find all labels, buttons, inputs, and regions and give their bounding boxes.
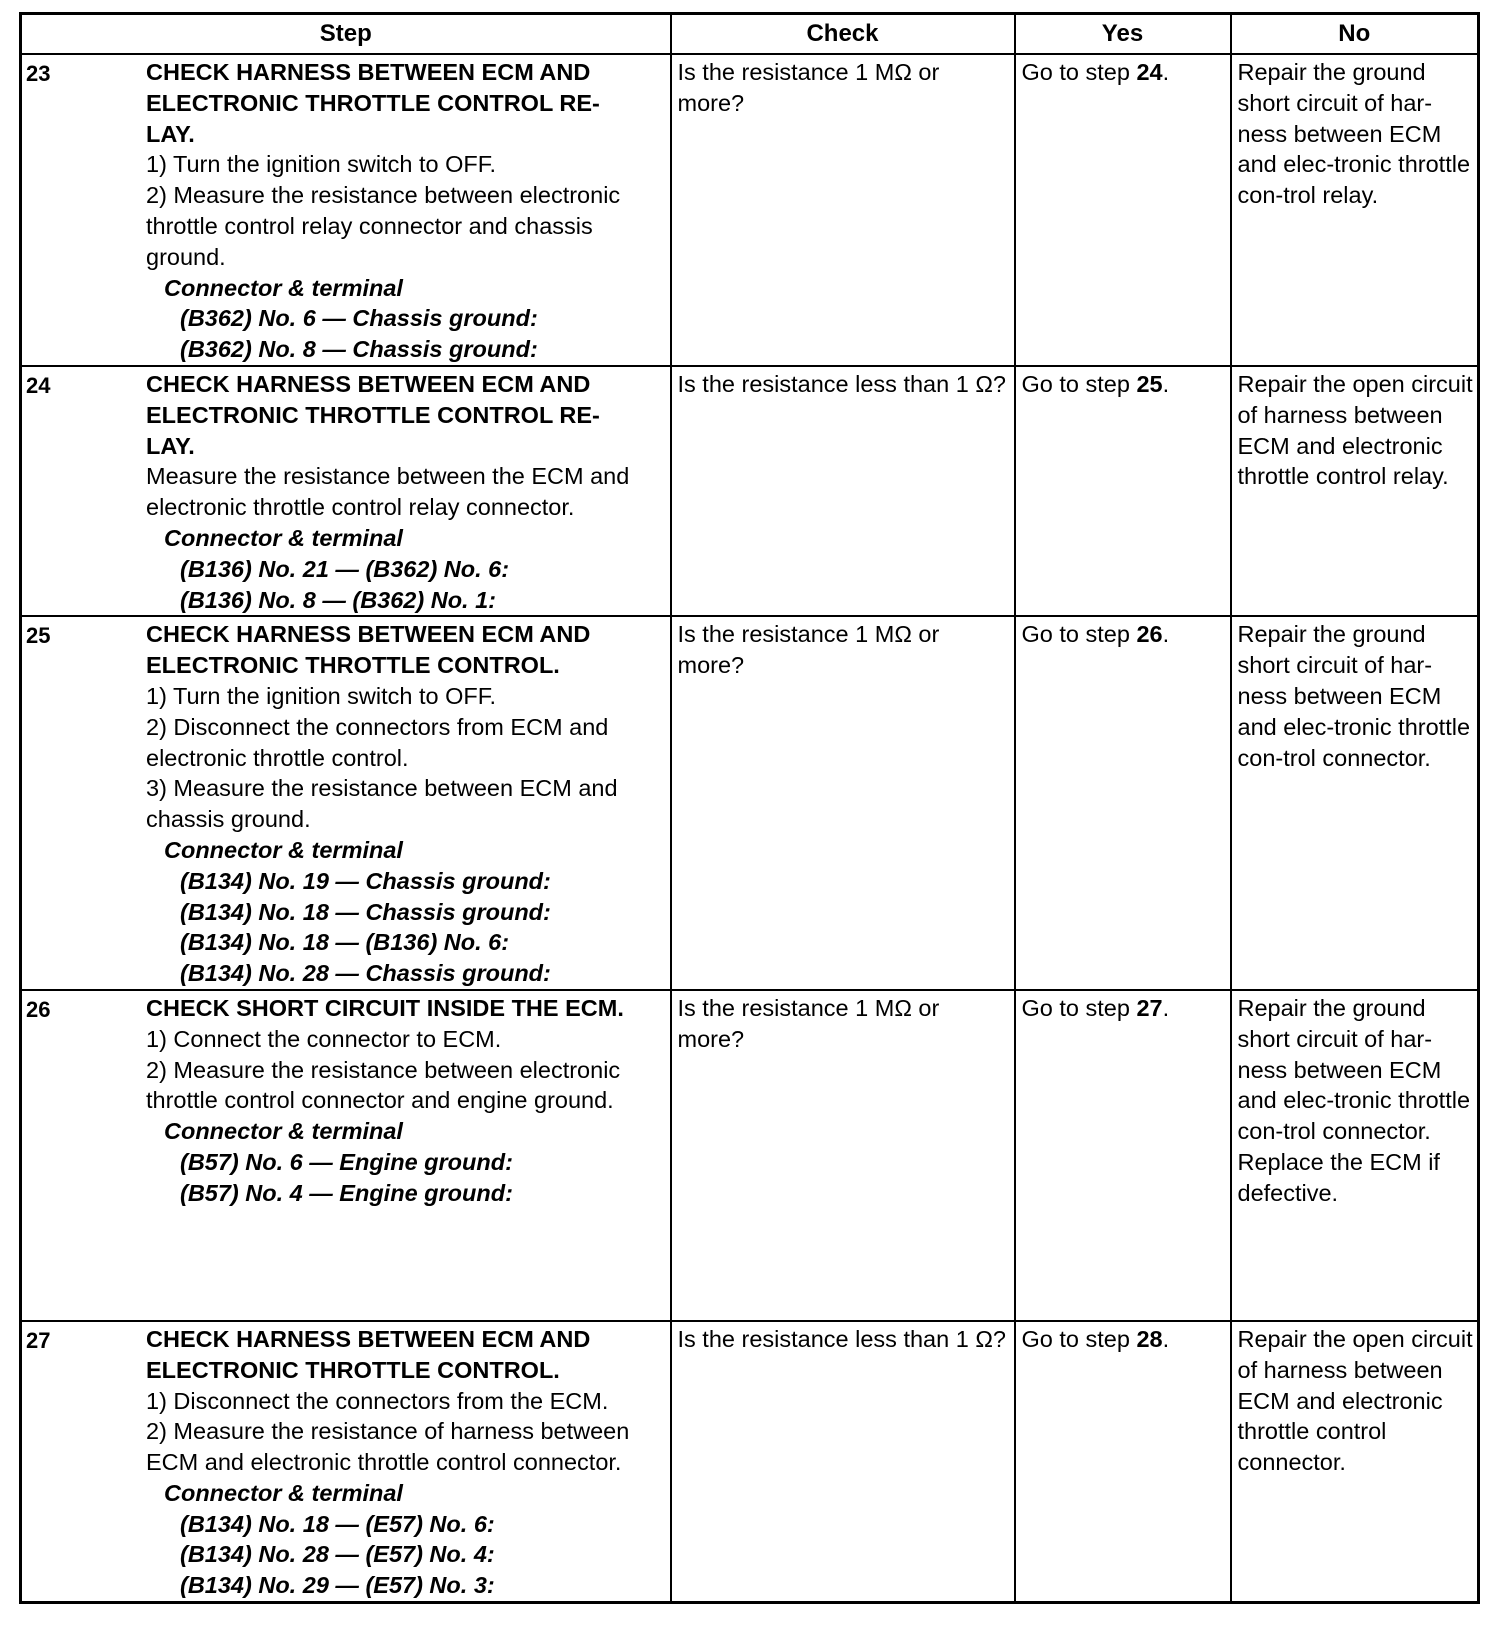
instruction-line: 3) Measure the resistance between ECM and [146,775,618,802]
instruction-line: electronic throttle control. [146,744,409,771]
table-row-step-25 [21,616,1479,990]
check-cell [671,366,1015,616]
connector-line: (B134) No. 19 — Chassis ground: [180,867,551,894]
yes-suffix: . [1162,59,1170,85]
step-body [146,55,670,365]
connector-line: (B362) No. 8 — Chassis ground: [180,336,538,363]
yes-cell [1015,54,1231,366]
step-title-line: CHECK HARNESS BETWEEN ECM AND [146,621,591,648]
header-step: Step [21,14,671,55]
yes-step-number: 27 [1136,994,1163,1021]
no-cell [1231,1321,1479,1603]
connector-line: (B134) No. 18 — (E57) No. 6: [180,1510,495,1537]
yes-prefix: Go to step [1021,370,1137,397]
instruction-line: chassis ground. [146,806,311,833]
instruction-line: 1) Turn the ignition switch to OFF. [146,151,497,178]
yes-suffix: . [1162,370,1170,397]
yes-text [1016,617,1230,650]
yes-text [1016,1322,1230,1355]
instruction-line: throttle control connector and engine ground. [146,1087,614,1114]
no-cell [1231,54,1479,366]
connector-heading: Connector & terminal [164,1118,403,1145]
step-title-line: CHECK HARNESS BETWEEN ECM AND [146,370,591,397]
step-title-line: ELECTRONIC THROTTLE CONTROL RE- [146,89,600,116]
step-title-line: CHECK HARNESS BETWEEN ECM AND [146,59,591,85]
check-text: Is the resistance 1 MΩ or more? [677,621,940,679]
step-number: 24 [26,372,51,398]
step-number: 26 [26,996,51,1022]
instruction-line: 2) Measure the resistance between electronic [146,1056,621,1083]
step-number: 25 [26,623,51,649]
table-row-step-26 [21,990,1479,1321]
connector-line: (B134) No. 28 — Chassis ground: [180,960,551,987]
no-cell [1231,616,1479,990]
check-cell [671,54,1015,366]
yes-step-number: 26 [1136,621,1163,648]
yes-suffix: . [1162,994,1170,1021]
step-cell [21,366,671,616]
step-cell [21,616,671,990]
step-title-line: ELECTRONIC THROTTLE CONTROL. [146,652,560,679]
yes-prefix: Go to step [1021,1325,1137,1352]
no-cell [1231,990,1479,1321]
step-body [146,991,670,1209]
instruction-line: electronic throttle control relay connector. [146,494,575,521]
step-body [146,1322,670,1601]
yes-cell [1015,990,1231,1321]
connector-line: (B134) No. 28 — (E57) No. 4: [180,1541,495,1568]
yes-step-number: 24 [1136,59,1163,85]
step-cell [21,54,671,366]
yes-cell [1015,616,1231,990]
step-title-line: ELECTRONIC THROTTLE CONTROL. [146,1356,560,1383]
yes-step-number: 25 [1136,370,1163,397]
yes-prefix: Go to step [1021,994,1137,1021]
yes-cell [1015,1321,1231,1603]
step-title-line: LAY. [146,120,195,147]
connector-line: (B134) No. 18 — (B136) No. 6: [180,929,510,956]
check-text: Is the resistance less than 1 Ω? [677,1325,1006,1352]
no-cell [1231,366,1479,616]
instruction-line: ground. [146,243,226,270]
instruction-line: 1) Disconnect the connectors from the ECM. [146,1387,609,1414]
step-body [146,367,670,615]
yes-text [1016,55,1230,88]
check-text: Is the resistance less than 1 Ω? [677,370,1006,397]
step-number: 27 [26,1327,51,1353]
check-cell [671,1321,1015,1603]
yes-cell [1015,366,1231,616]
instruction-line: ECM and electronic throttle control connector. [146,1449,622,1476]
step-cell [21,990,671,1321]
connector-line: (B136) No. 8 — (B362) No. 1: [180,586,497,613]
check-text: Is the resistance 1 MΩ or more? [677,59,940,116]
no-text: Repair the ground short circuit of har-ness between ECM and elec-tronic throttle con-trol connector. [1237,621,1471,771]
connector-line: (B57) No. 6 — Engine ground: [180,1148,513,1175]
header-yes: Yes [1015,14,1231,55]
instruction-line: Measure the resistance between the ECM and [146,463,630,490]
instruction-line: 1) Connect the connector to ECM. [146,1025,502,1052]
table-row-step-24 [21,366,1479,616]
yes-prefix: Go to step [1021,59,1137,85]
connector-line: (B57) No. 4 — Engine ground: [180,1179,513,1206]
step-cell [21,1321,671,1603]
step-body [146,617,670,989]
check-cell [671,990,1015,1321]
connector-heading: Connector & terminal [164,1479,403,1506]
connector-line: (B362) No. 6 — Chassis ground: [180,305,538,332]
yes-text [1016,991,1230,1024]
step-title-line: LAY. [146,432,195,459]
no-text: Repair the ground short circuit of har-ness between ECM and elec-tronic throttle con-trol relay. [1237,59,1471,209]
connector-line: (B136) No. 21 — (B362) No. 6: [180,555,510,582]
table-row-step-27 [21,1321,1479,1603]
no-text: Repair the open circuit of harness between ECM and electronic throttle control relay. [1237,370,1473,490]
connector-heading: Connector & terminal [164,274,403,301]
connector-line: (B134) No. 18 — Chassis ground: [180,898,551,925]
connector-line: (B134) No. 29 — (E57) No. 3: [180,1572,495,1599]
connector-heading: Connector & terminal [164,524,403,551]
check-text: Is the resistance 1 MΩ or more? [677,994,940,1052]
table-row-step-23 [21,54,1479,366]
instruction-line: 2) Disconnect the connectors from ECM and [146,713,609,740]
header-row [21,14,1479,55]
yes-suffix: . [1162,1325,1170,1352]
step-title-line: CHECK HARNESS BETWEEN ECM AND [146,1325,591,1352]
header-check: Check [671,14,1015,55]
step-title-line: ELECTRONIC THROTTLE CONTROL RE- [146,401,600,428]
yes-step-number: 28 [1136,1325,1163,1352]
yes-prefix: Go to step [1021,621,1137,648]
no-text: Repair the ground short circuit of har-ness between ECM and elec-tronic throttle con-trol connector. Replace the ECM if defective. [1237,994,1471,1206]
check-cell [671,616,1015,990]
instruction-line: 2) Measure the resistance of harness between [146,1418,630,1445]
header-no: No [1231,14,1479,55]
step-title-line: CHECK SHORT CIRCUIT INSIDE THE ECM. [146,994,624,1021]
instruction-line: throttle control relay connector and chassis [146,212,593,239]
connector-heading: Connector & terminal [164,836,403,863]
step-number: 23 [26,61,51,86]
yes-suffix: . [1162,621,1170,648]
yes-text [1016,367,1230,400]
instruction-line: 1) Turn the ignition switch to OFF. [146,682,497,709]
instruction-line: 2) Measure the resistance between electronic [146,182,621,209]
no-text: Repair the open circuit of harness between ECM and electronic throttle control connector. [1237,1325,1473,1476]
diagnostic-table [19,12,1480,1604]
